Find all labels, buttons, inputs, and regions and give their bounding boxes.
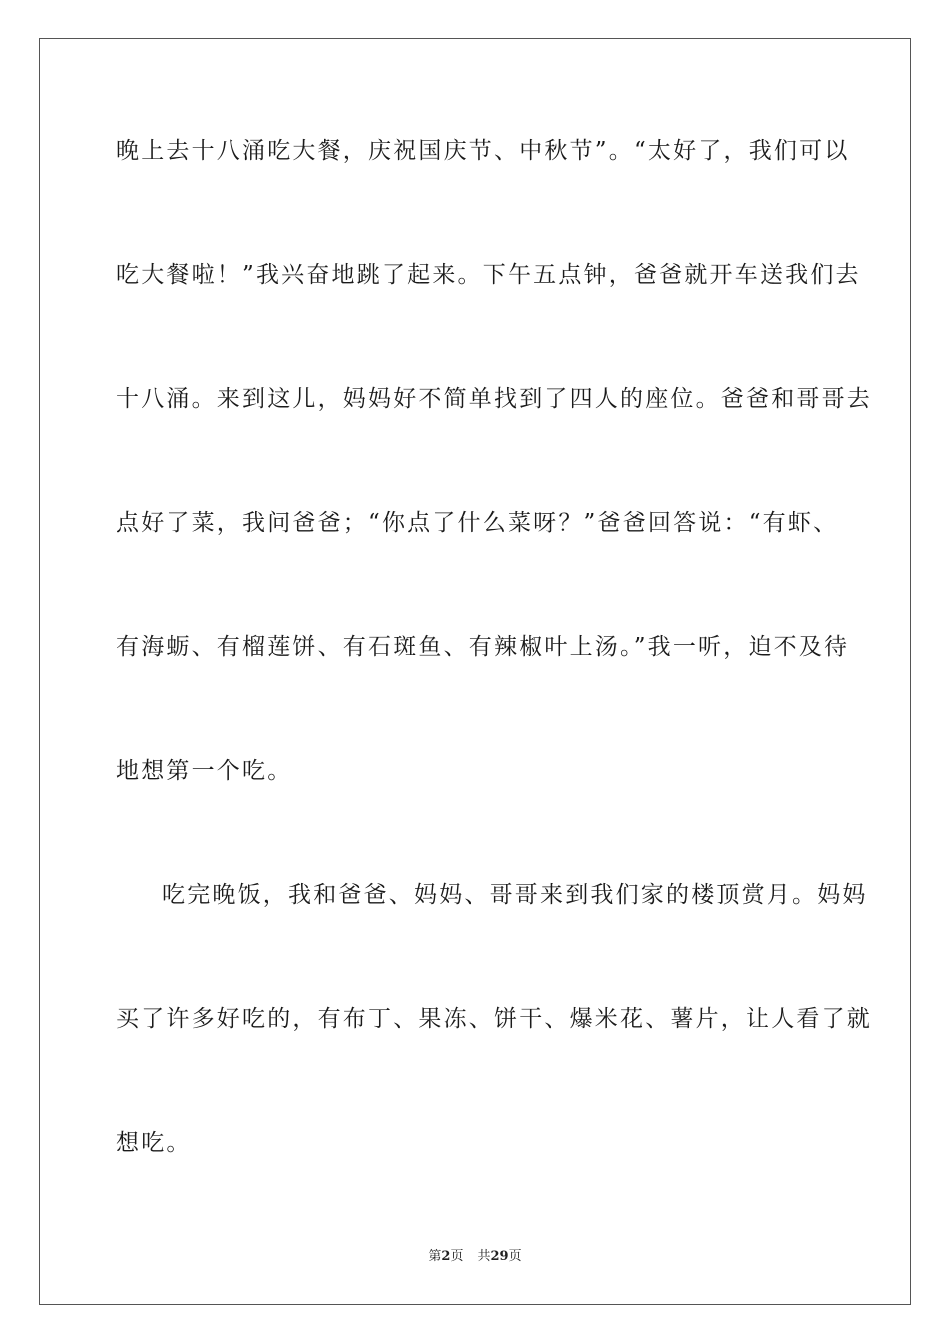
page-number: 2 — [441, 1249, 451, 1264]
total-prefix: 共 — [477, 1249, 491, 1264]
text-line-2: 吃大餐啦！”我兴奋地跳了起来。下午五点钟，爸爸就开车送我们去 — [116, 262, 861, 288]
text-line-3: 十八涌。来到这儿，妈妈好不简单找到了四人的座位。爸爸和哥哥去 — [116, 386, 872, 412]
paragraph-2-first-line: 吃完晚饭，我和爸爸、妈妈、哥哥来到我们家的楼顶赏月。妈妈 — [162, 882, 868, 908]
text-line-6: 地想第一个吃。 — [116, 758, 293, 784]
text-line-5: 有海蛎、有榴莲饼、有石斑鱼、有辣椒叶上汤。”我一听，迫不及待 — [116, 634, 850, 660]
text-line-9: 想吃。 — [116, 1130, 192, 1156]
text-line-4: 点好了菜，我问爸爸；“你点了什么菜呀？”爸爸回答说：“有虾、 — [116, 510, 839, 536]
total-pages: 29 — [490, 1249, 509, 1264]
total-suffix: 页 — [508, 1249, 522, 1264]
text-line-1: 晚上去十八涌吃大餐，庆祝国庆节、中秋节”。“太好了，我们可以 — [116, 138, 850, 164]
page-suffix: 页 — [450, 1249, 464, 1264]
text-line-8: 买了许多好吃的，有布丁、果冻、饼干、爆米花、薯片，让人看了就 — [116, 1006, 872, 1032]
page-footer — [0, 1248, 950, 1266]
page-border — [39, 38, 911, 1305]
page-prefix: 第 — [428, 1249, 442, 1264]
